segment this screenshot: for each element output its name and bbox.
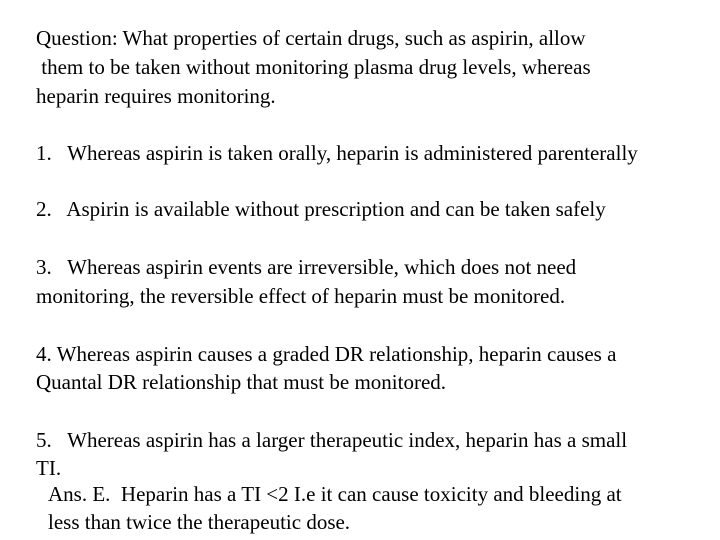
option-2-line-1: 2. Aspirin is available without prescription and can be taken safely xyxy=(36,197,606,221)
answer-line-2: less than twice the therapeutic dose. xyxy=(48,510,351,534)
option-4-line-1: 4. Whereas aspirin causes a graded DR relationship, heparin causes a xyxy=(36,342,617,366)
option-4-line-2: Quantal DR relationship that must be monitored. xyxy=(36,370,447,394)
question-line-2: them to be taken without monitoring plasma drug levels, whereas xyxy=(36,55,591,79)
question-line-3: heparin requires monitoring. xyxy=(36,84,276,108)
option-1-line-1: 1. Whereas aspirin is taken orally, heparin is administered parenterally xyxy=(36,141,638,165)
option-3-line-1: 3. Whereas aspirin events are irreversible, which does not need xyxy=(36,255,577,279)
option-3-line-2: monitoring, the reversible effect of heparin must be monitored. xyxy=(36,284,566,308)
question-line-1: Question: What properties of certain drugs, such as aspirin, allow xyxy=(36,26,586,50)
answer-line-1: Ans. E. Heparin has a TI <2 I.e it can cause toxicity and bleeding at xyxy=(48,482,622,506)
option-5-line-2: TI. xyxy=(36,456,62,480)
option-5-line-1: 5. Whereas aspirin has a larger therapeutic index, heparin has a small xyxy=(36,428,628,452)
